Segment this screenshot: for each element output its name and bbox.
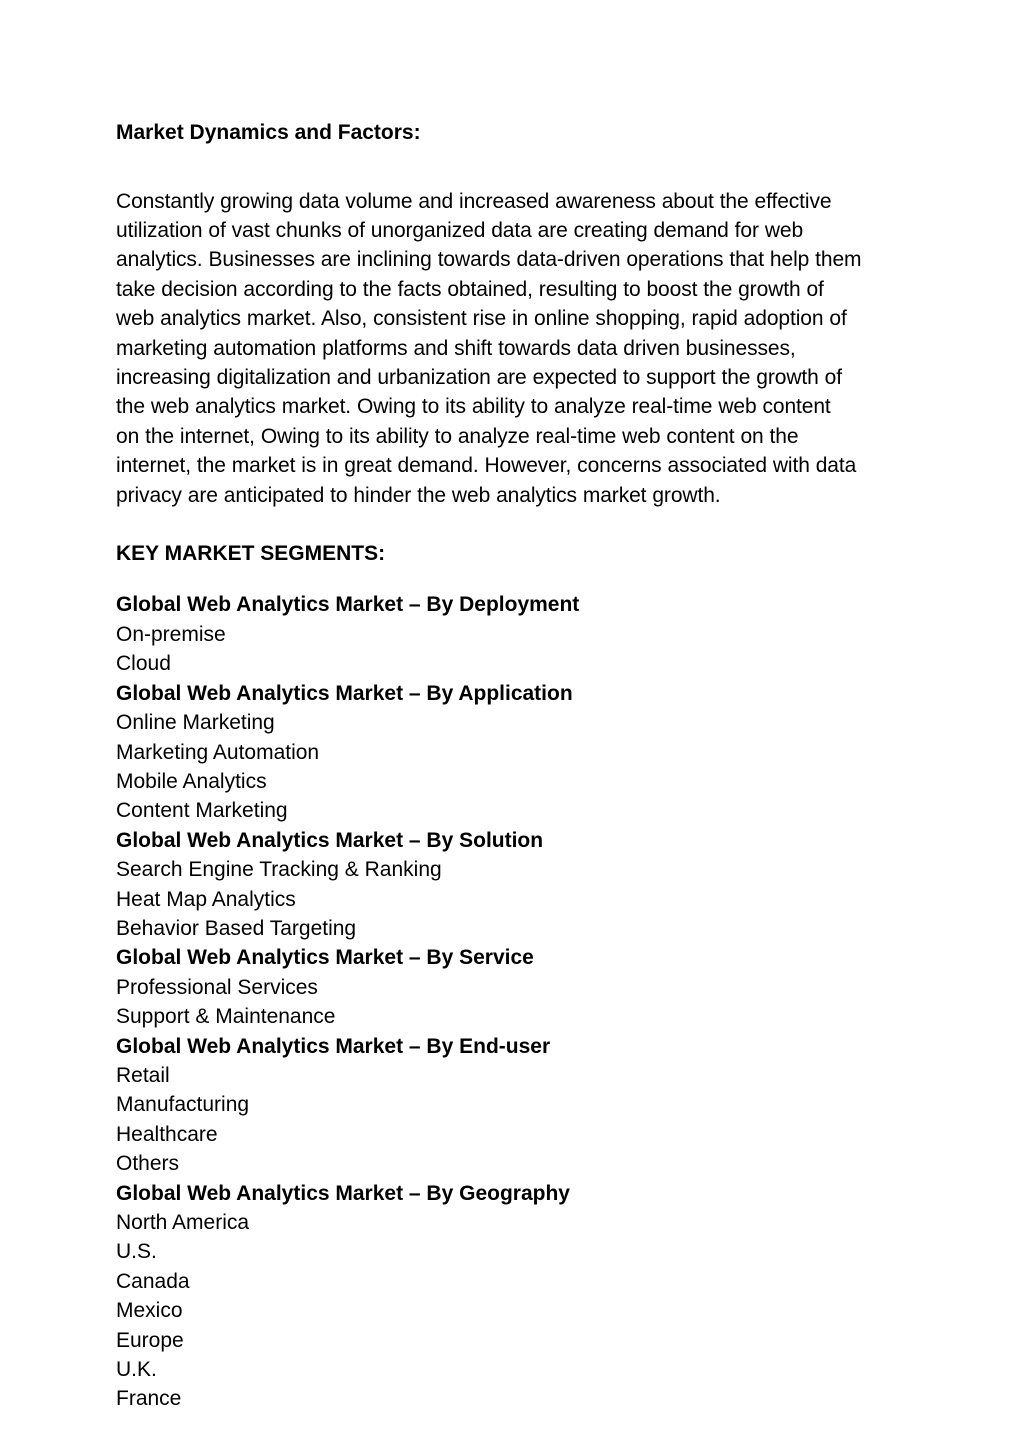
body-paragraph	[116, 187, 916, 510]
segment-item: U.S.	[116, 1240, 157, 1264]
paragraph-line: utilization of vast chunks of unorganized data are creating demand for web	[116, 218, 804, 242]
segment-item: Canada	[116, 1269, 190, 1293]
spacer	[116, 148, 916, 187]
segment-item: Manufacturing	[116, 1093, 250, 1117]
segment-heading-geography: Global Web Analytics Market – By Geography	[116, 1181, 570, 1205]
paragraph-line: web analytics market. Also, consistent rise in online shopping, rapid adoption of	[116, 307, 847, 331]
paragraph-line: internet, the market is in great demand. However, concerns associated with data	[116, 454, 857, 478]
segment-heading-deployment: Global Web Analytics Market – By Deployment	[116, 593, 580, 617]
segment-item: Healthcare	[116, 1122, 218, 1146]
section-title: Market Dynamics and Factors:	[116, 121, 421, 144]
document-page	[116, 118, 916, 1414]
segment-heading-service: Global Web Analytics Market – By Service	[116, 946, 534, 970]
paragraph-line: the web analytics market. Owing to its ability to analyze real-time web content	[116, 395, 831, 419]
segment-heading-solution: Global Web Analytics Market – By Solution	[116, 828, 544, 852]
segment-item: Professional Services	[116, 975, 318, 999]
segment-item: U.K.	[116, 1358, 157, 1382]
paragraph-line: Constantly growing data volume and increased awareness about the effective	[116, 189, 832, 213]
segment-item: Marketing Automation	[116, 740, 320, 764]
segment-heading-application: Global Web Analytics Market – By Application	[116, 681, 573, 705]
segment-item: Retail	[116, 1063, 170, 1087]
segment-item: Europe	[116, 1328, 184, 1352]
segment-item: North America	[116, 1211, 250, 1234]
paragraph-line: privacy are anticipated to hinder the web analytics market growth.	[116, 483, 721, 507]
segment-item: Mexico	[116, 1299, 183, 1323]
segment-item: Cloud	[116, 652, 171, 676]
paragraph-line: increasing digitalization and urbanization are expected to support the growth of	[116, 365, 842, 389]
segments-list	[116, 590, 916, 1413]
paragraph-line: marketing automation platforms and shift towards data driven businesses,	[116, 336, 796, 360]
segment-item: Support & Maintenance	[116, 1005, 336, 1029]
paragraph-line: on the internet, Owing to its ability to analyze real-time web content on the	[116, 424, 799, 448]
segments-title: KEY MARKET SEGMENTS:	[116, 541, 386, 565]
segment-item: France	[116, 1387, 182, 1411]
paragraph-line: analytics. Businesses are inclining towards data-driven operations that help them	[116, 248, 862, 272]
paragraph-line: take decision according to the facts obtained, resulting to boost the growth of	[116, 277, 824, 301]
segment-item: Heat Map Analytics	[116, 887, 296, 911]
segment-item: Online Marketing	[116, 711, 275, 735]
segment-item: Search Engine Tracking & Ranking	[116, 858, 442, 882]
segment-item: Content Marketing	[116, 799, 288, 823]
segment-heading-end-user: Global Web Analytics Market – By End-user	[116, 1034, 551, 1058]
segment-item: On-premise	[116, 622, 226, 646]
spacer	[116, 568, 916, 590]
segment-item: Others	[116, 1152, 180, 1176]
spacer	[116, 510, 916, 539]
segment-item: Mobile Analytics	[116, 769, 267, 793]
segment-item: Behavior Based Targeting	[116, 916, 357, 940]
